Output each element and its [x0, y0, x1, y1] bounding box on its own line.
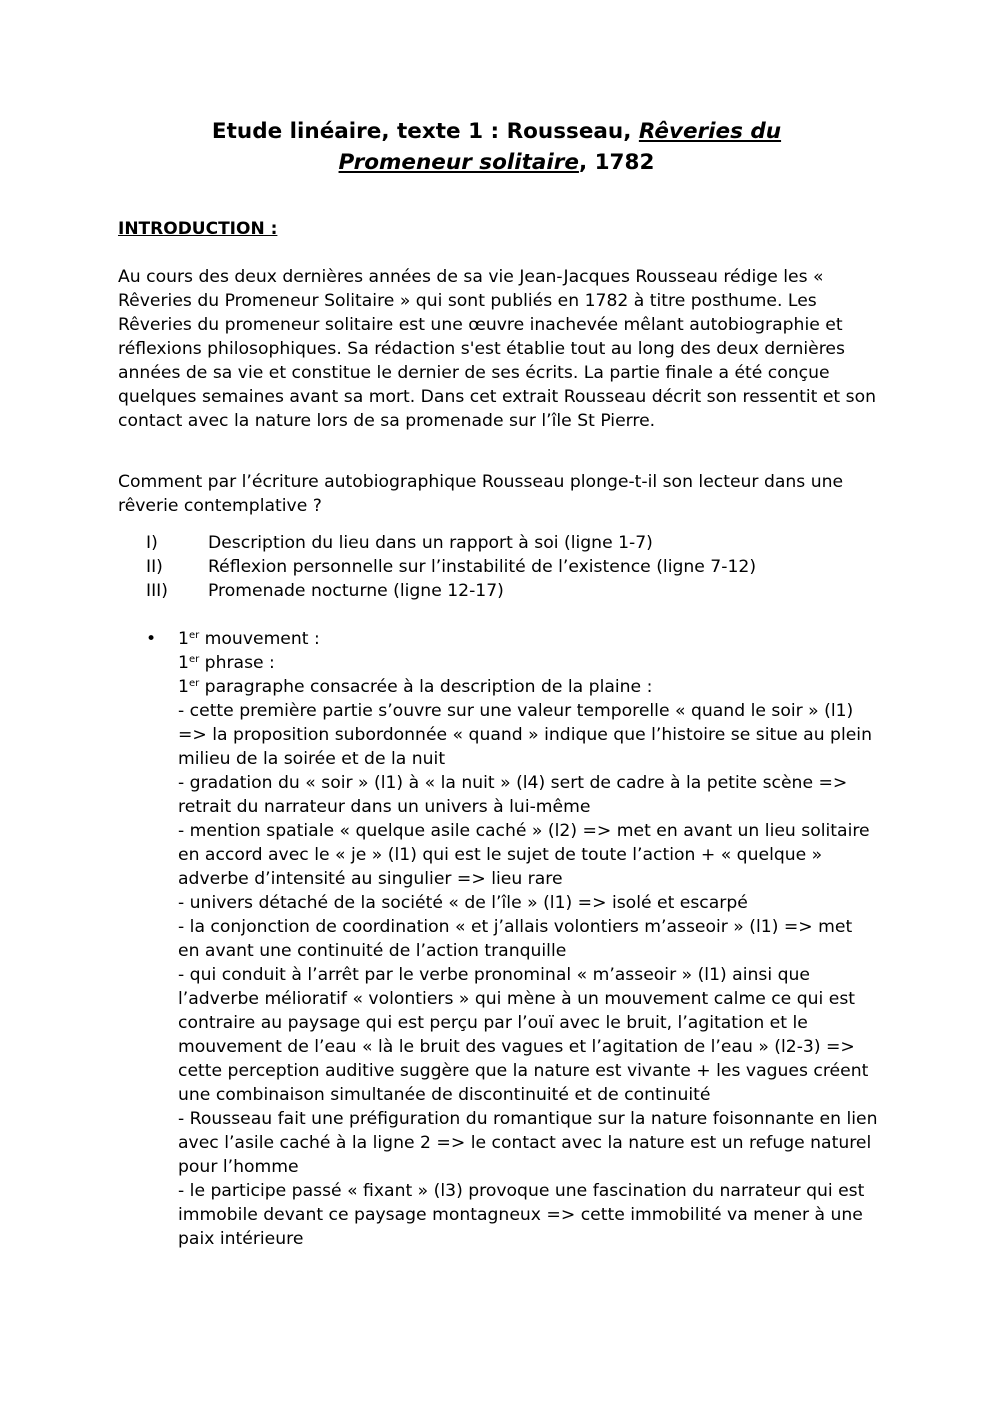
analysis-point: - le participe passé « fixant » (l3) provoque une fascination du narrateur qui est immobile devant ce paysage montagneux => cette immobilité va mener à une paix intérieure [178, 1181, 865, 1249]
title-work-part2: Promeneur solitaire [338, 150, 579, 175]
problematic-paragraph: Comment par l’écriture autobiographique Rousseau plonge-t-il son lecteur dans une rêverie contemplative ? [118, 472, 844, 516]
introduction-paragraph: Au cours des deux dernières années de sa vie Jean-Jacques Rousseau rédige les « Rêveries du Promeneur Solitaire » qui sont publiés en 1782 à titre posthume. Les Rêveries du promeneur solitaire est une œuvre inachevée mêlant autobiographie et réflexions philosophiques. Sa rédaction s'est établie tout au long des deux dernières années de sa vie et constitue le dernier de ses écrits. La partie finale a été conçue quelques semaines avant sa mort. Dans cet extrait Rousseau décrit son ressentit et son contact avec la nature lors de sa promenade sur l’île St Pierre. [118, 267, 877, 431]
introduction-heading: INTRODUCTION : [118, 219, 278, 239]
analysis-point: - qui conduit à l’arrêt par le verbe pronominal « m’asseoir » (l1) ainsi que l’adverbe mélioratif « volontiers » qui mène à un mouvement calme ce qui est contraire au paysage qui est perçu par l’ouï avec le bruit, l’agitation et le mouvement de l’eau « là le bruit des vagues et l’agitation de l’eau » (l2-3) => cette perception auditive suggère que la nature est vivante + les vagues créent une combinaison simultanée de discontinuité et de continuité [178, 965, 869, 1105]
plan-item-number: III) [146, 581, 168, 601]
movement-heading: 1er mouvement : [178, 629, 320, 649]
title-work-part1: Rêveries du [638, 119, 782, 144]
analysis-point: - cette première partie s’ouvre sur une valeur temporelle « quand le soir » (l1) => la proposition subordonnée « quand » indique que l’histoire se situe au plein milieu de la soirée et de la nuit [178, 701, 872, 769]
analysis-point: - Rousseau fait une préfiguration du romantique sur la nature foisonnante en lien avec l’asile caché à la ligne 2 => le contact avec la nature est un refuge naturel pour l’homme [178, 1109, 878, 1177]
analysis-point: - gradation du « soir » (l1) à « la nuit » (l4) sert de cadre à la petite scène => retrait du narrateur dans un univers à lui-même [178, 773, 848, 817]
document-title [118, 116, 875, 178]
plan-item-number: II) [146, 557, 163, 577]
plan-item-text: Promenade nocturne (ligne 12-17) [208, 581, 504, 601]
analysis-point: - univers détaché de la société « de l’île » (l1) => isolé et escarpé [178, 893, 748, 913]
plan-item-text: Réflexion personnelle sur l’instabilité de l’existence (ligne 7-12) [208, 557, 757, 577]
analysis-point: - mention spatiale « quelque asile caché » (l2) => met en avant un lieu solitaire en accord avec le « je » (l1) qui est le sujet de toute l’action + « quelque » adverbe d’intensité au singulier => lieu rare [178, 821, 870, 889]
title-prefix: Etude linéaire, texte 1 : Rousseau, [211, 119, 639, 144]
bullet-icon: • [146, 629, 157, 649]
phrase-heading: 1er phrase : [178, 653, 275, 673]
movement-section [178, 627, 878, 1251]
plan-item-text: Description du lieu dans un rapport à soi (ligne 1-7) [208, 533, 653, 553]
paragraph-heading: 1er paragraphe consacrée à la description de la plaine : [178, 677, 653, 697]
plan-item [146, 531, 756, 555]
plan-item [146, 579, 756, 603]
plan-item [146, 555, 756, 579]
plan-item-number: I) [146, 533, 158, 553]
title-suffix: , 1782 [578, 150, 655, 175]
analysis-point: - la conjonction de coordination « et j’allais volontiers m’asseoir » (l1) => met en avant une continuité de l’action tranquille [178, 917, 853, 961]
plan-list [146, 531, 756, 603]
